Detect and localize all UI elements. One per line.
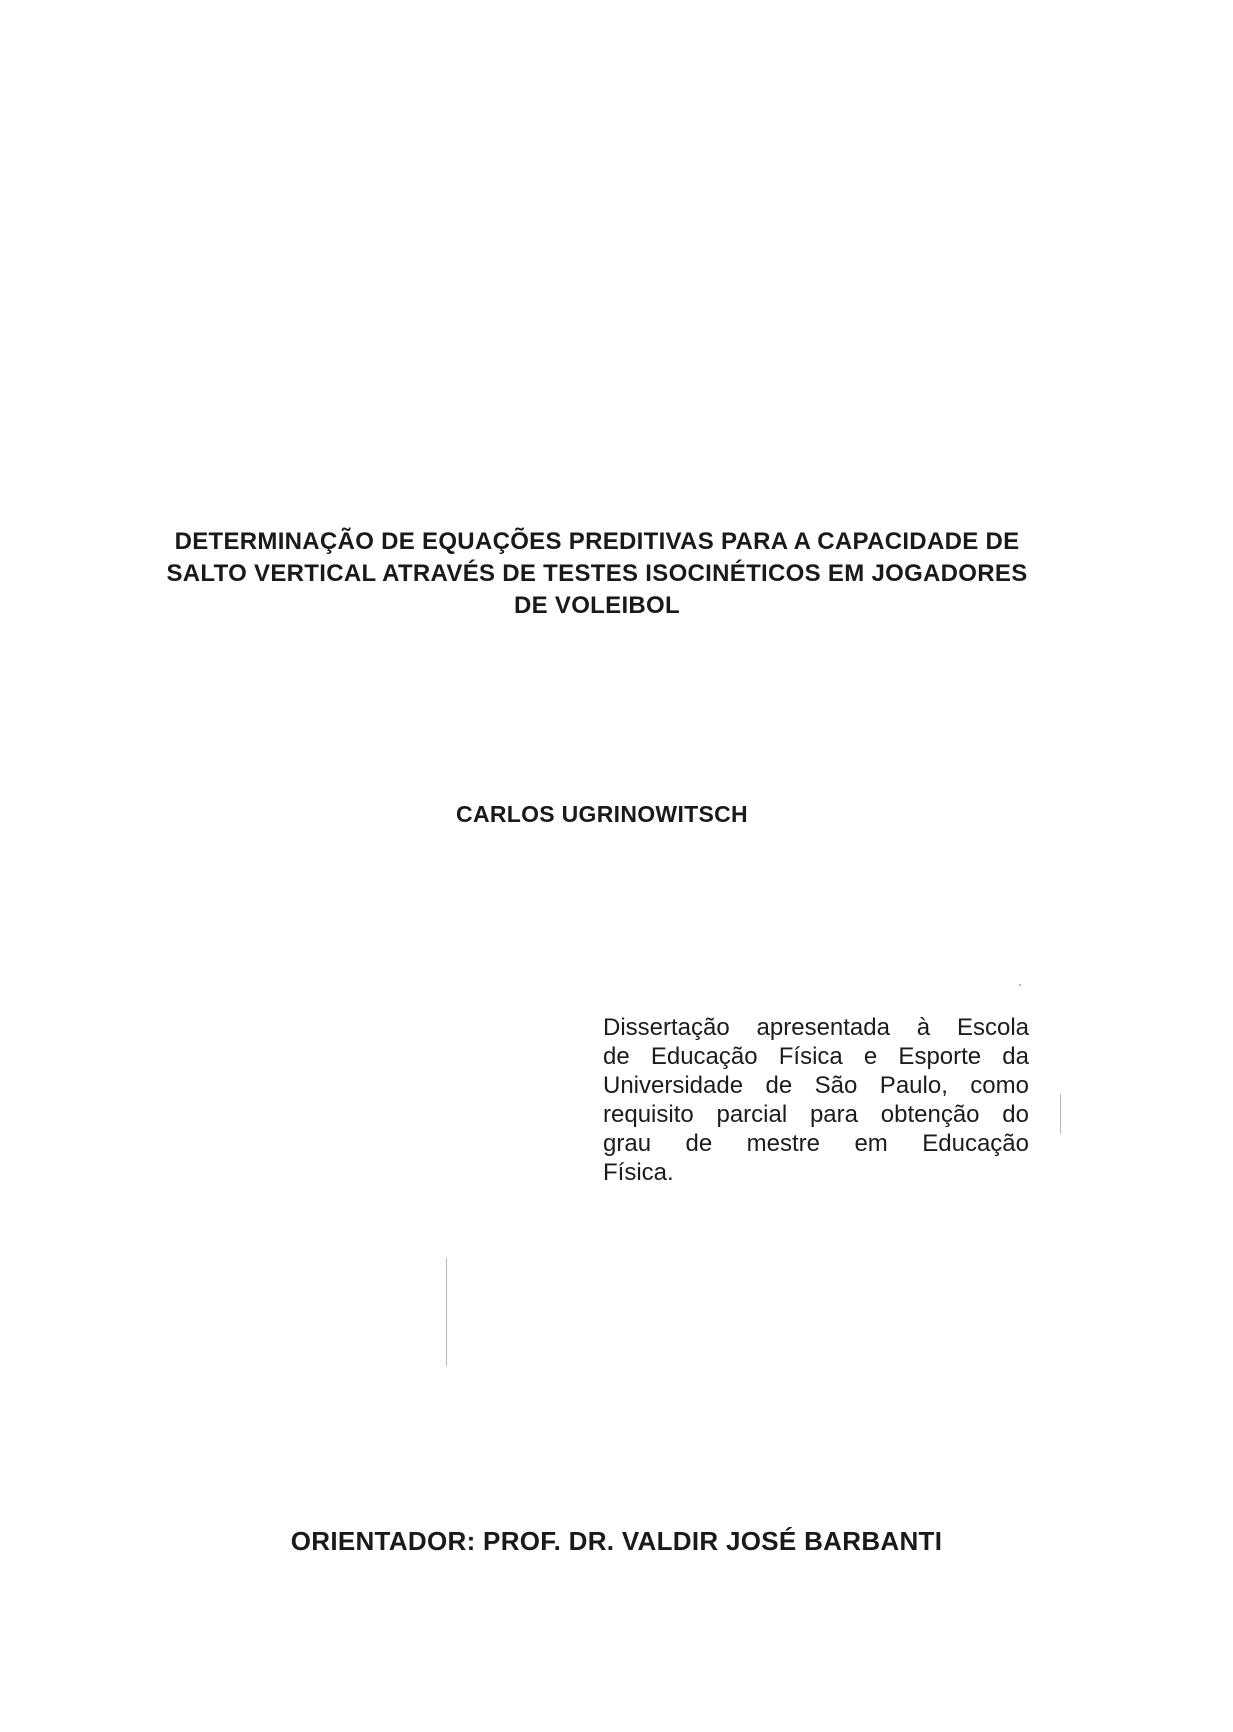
dissertation-statement [603,1013,1029,1187]
advisor-line: ORIENTADOR: PROF. DR. VALDIR JOSÉ BARBANTI [290,1526,943,1556]
thesis-title-line: DETERMINAÇÃO DE EQUAÇÕES PREDITIVAS PARA A CAPACIDADE DE [174,528,1020,555]
thesis-title-line: DE VOLEIBOL [514,592,680,619]
dissertation-line: de Educação Física e Esporte da [603,1043,1029,1070]
author-name: CARLOS UGRINOWITSCH [456,801,748,827]
scan-mark [1060,1094,1061,1134]
dissertation-line: Física. [603,1159,674,1186]
scan-mark [446,1258,447,1366]
dissertation-line: requisito parcial para obtenção do [603,1101,1029,1128]
thesis-title-line: SALTO VERTICAL ATRAVÉS DE TESTES ISOCINÉTICOS EM JOGADORES [166,560,1028,587]
thesis-title [120,526,1074,622]
scan-mark [1019,984,1021,986]
dissertation-line: Universidade de São Paulo, como [603,1072,1029,1099]
dissertation-line: Dissertação apresentada à Escola [603,1014,1029,1041]
dissertation-line: grau de mestre em Educação [603,1130,1029,1157]
